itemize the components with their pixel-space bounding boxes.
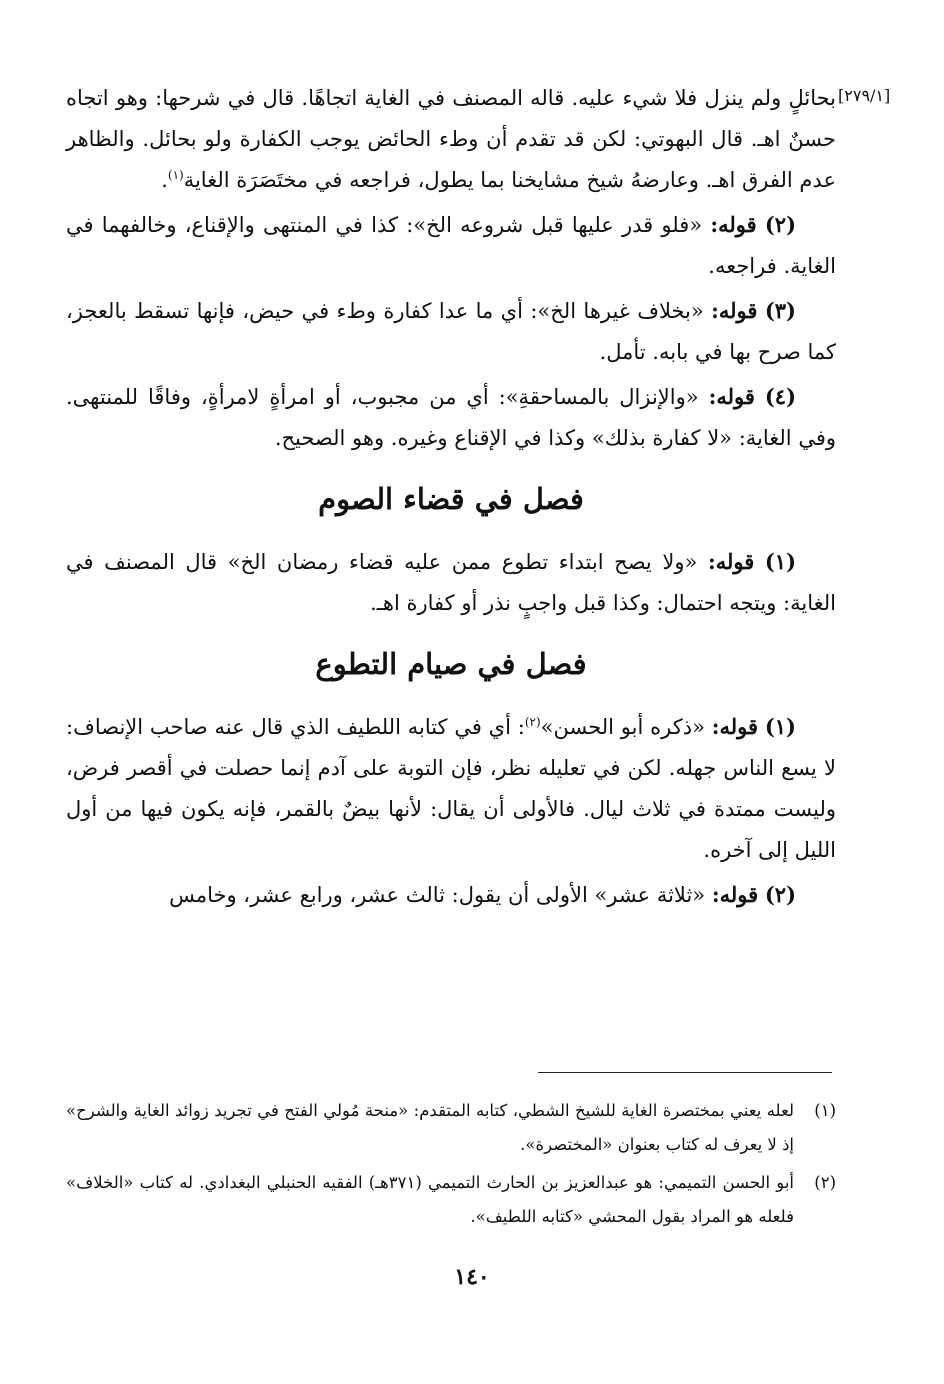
note-number: (١) <box>764 714 796 739</box>
footnote <box>66 1166 836 1234</box>
footnote-ref: (٢) <box>524 715 541 729</box>
note-paragraph <box>66 376 836 459</box>
note-number: (١) <box>764 549 796 574</box>
note-quote: «ذكره أبو الحسن» <box>540 715 705 739</box>
note-lead: قوله: <box>708 384 755 409</box>
note-lead: قوله: <box>710 212 757 237</box>
note-number: (٣) <box>764 298 796 323</box>
note-paragraph <box>66 706 836 871</box>
main-text <box>66 78 836 919</box>
note-paragraph <box>66 541 836 624</box>
note-lead: قوله: <box>711 298 758 323</box>
footnote <box>66 1094 836 1162</box>
continuation-paragraph <box>66 78 836 201</box>
section-heading: فصل في صيام التطوع <box>315 647 587 681</box>
note-text: «والإنزال بالمساحقةِ»: أي من مجبوب، أو امرأةٍ لامرأةٍ، وفاقًا للمنتهى. وفي الغاية: «لا كفارة بذلك» وكذا في الإقناع وغيره. وهو الصحيح. <box>66 385 836 450</box>
note-lead: قوله: <box>711 882 759 907</box>
paragraph-text: بحائلٍ ولم ينزل فلا شيء عليه. قاله المصنف في الغاية اتجاهًا. قال في شرحها: وهو اتجاه حسنٌ اهـ. قال البهوتي: لكن قد تقدم أن وطء الحائض يوجب الكفارة ولو بحائل. والظاهر عدم الفرق اهـ. وعارضهُ شيخ مشايخنا بما يطول، فراجعه في مختَصَرَة الغاية <box>66 86 836 192</box>
note-number: (٤) <box>764 384 797 409</box>
marginal-reference: [٢٧٩/١] <box>838 86 891 105</box>
footnote-number: (١) <box>814 1101 836 1120</box>
note-text: «ولا يصح ابتداء تطوع ممن عليه قضاء رمضان الخ» قال المصنف في الغاية: ويتجه احتمال: وكذا قبل واجبٍ نذر أو كفارة اهـ. <box>66 550 836 615</box>
note-number: (٢) <box>764 212 796 237</box>
footnote-text: لعله يعني بمختصرة الغاية للشيخ الشطي، كتابه المتقدم: «منحة مُولي الفتح في تجريد زوائد الغاية والشرح» إذ لا يعرف له كتاب بعنوان «المختصرة». <box>66 1101 794 1154</box>
note-number: (٢) <box>764 882 796 907</box>
note-text: «ثلاثة عشر» الأولى أن يقول: ثالث عشر، ورابع عشر، وخامس <box>169 883 706 907</box>
footnote-text: أبو الحسن التميمي: هو عبدالعزيز بن الحارث التميمي (٣٧١هـ) الفقيه الحنبلي البغدادي. له كتاب «الخلاف» فلعله هو المراد بقول المحشي «كتابه اللطيف». <box>66 1173 795 1226</box>
footnote-separator <box>538 1072 832 1073</box>
footnote-ref: (١) <box>167 168 184 182</box>
note-paragraph <box>66 204 836 287</box>
footnote-number: (٢) <box>814 1173 836 1192</box>
note-paragraph <box>66 290 836 373</box>
note-text: «فلو قدر عليها قبل شروعه الخ»: كذا في المنتهى والإقناع، وخالفهما في الغاية. فراجعه. <box>66 213 836 278</box>
note-text: «بخلاف غيرها الخ»: أي ما عدا كفارة وطء في حيض، فإنها تسقط بالعجز، كما صرح بها في بابه. تأمل. <box>66 299 836 364</box>
page-number: ١٤٠ <box>454 1264 490 1290</box>
paragraph-end: . <box>161 168 168 192</box>
note-text: : أي في كتابه اللطيف الذي قال عنه صاحب الإنصاف: لا يسع الناس جهله. لكن في تعليله نظر، فإن التوبة على آدم إنما حصلت في أقصر فرض، وليست ممتدة في ثلاث ليال. فالأولى أن يقال: لأنها بيضٌ بالقمر، فإنه يكون فيها من أول الليل إلى آخره. <box>66 715 836 862</box>
note-lead: قوله: <box>711 714 759 739</box>
note-paragraph <box>66 874 836 916</box>
footnotes <box>66 1094 836 1238</box>
section-heading: فصل في قضاء الصوم <box>318 482 584 516</box>
note-lead: قوله: <box>707 549 755 574</box>
